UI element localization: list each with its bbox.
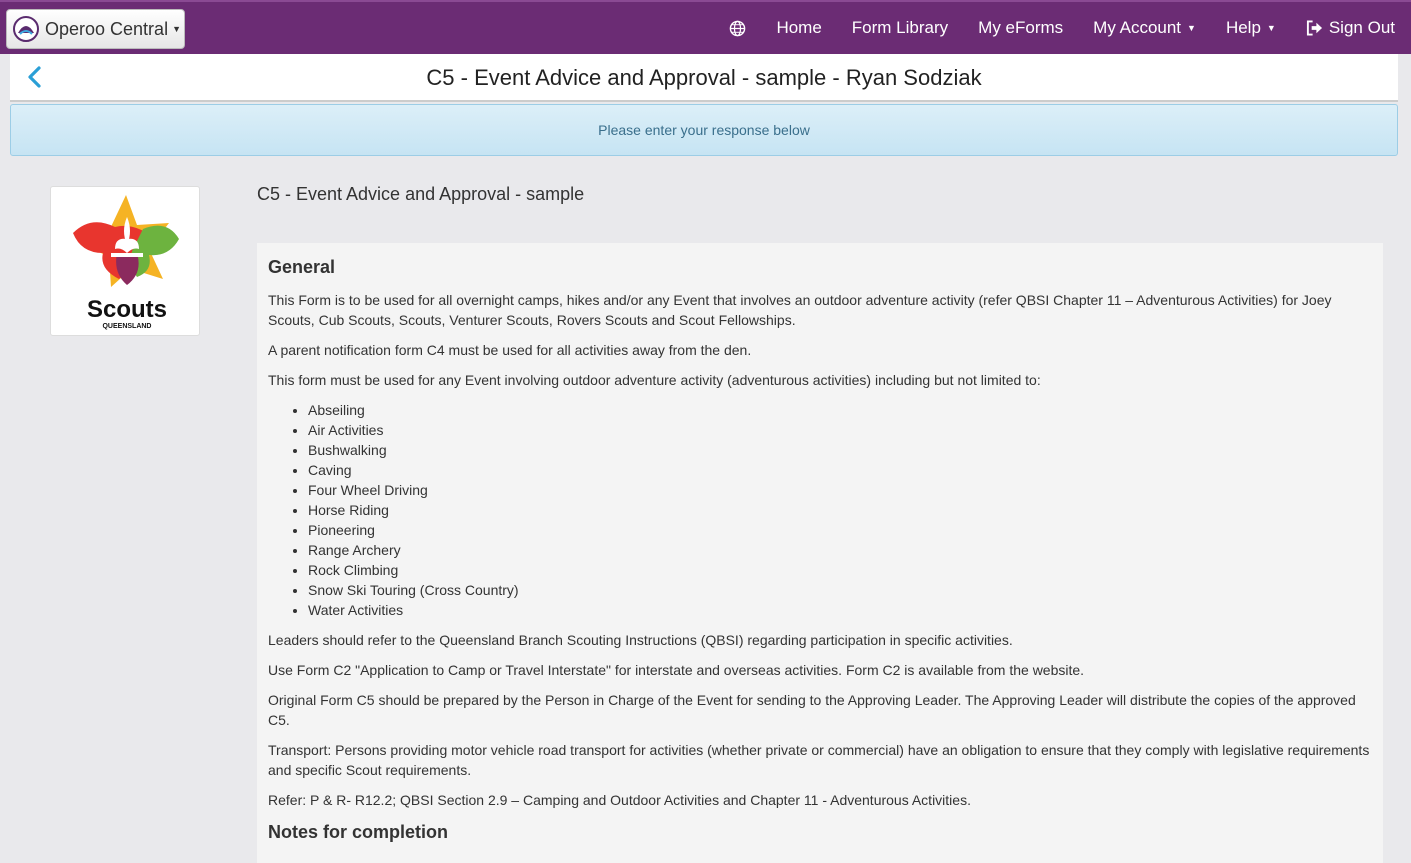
page-title: C5 - Event Advice and Approval - sample - Ryan Sodziak (426, 65, 982, 90)
nav-help-label: Help (1225, 18, 1261, 37)
list-item: • Bushwalking (308, 440, 1372, 460)
list-item: • Horse Riding (308, 500, 1372, 520)
nav-help[interactable] (1226, 18, 1276, 38)
paragraph: This form must be used for any Event involving outdoor adventure activity (adventurous activities) including but not limited to: (268, 372, 1041, 388)
nav-my-eforms[interactable]: My eForms (978, 18, 1064, 37)
activities-list (268, 400, 1372, 620)
form-heading: C5 - Event Advice and Approval - sample (257, 184, 585, 204)
nav-my-account[interactable] (1093, 18, 1196, 38)
scouts-logo-card (50, 186, 200, 336)
nav-sign-out-label: Sign Out (1328, 18, 1395, 37)
brand-label: Operoo Central (45, 18, 169, 39)
info-banner: Please enter your response below (10, 104, 1398, 156)
title-bar (10, 54, 1398, 102)
operoo-logo-icon (13, 16, 39, 42)
paragraph: This Form is to be used for all overnight camps, hikes and/or any Event that involves an outdoor adventure activity (refer QBSI Chapter 11 – Adventurous Activities) for Joey Scouts, Cub Scouts, Scouts, Venturer Scouts, Rovers Scouts and Scout Fellowships. (268, 292, 1332, 328)
sign-out-icon (1306, 20, 1323, 36)
caret-down-icon: ▼ (1187, 23, 1196, 33)
list-item: • Water Activities (308, 600, 1372, 620)
nav-sign-out[interactable] (1306, 18, 1395, 38)
scouts-logo-icon (51, 187, 201, 337)
main-nav (699, 2, 1395, 54)
list-item: • Abseiling (308, 400, 1372, 420)
caret-down-icon: ▼ (1266, 23, 1276, 33)
list-item: • Four Wheel Driving (308, 480, 1372, 500)
paragraph: Refer: P & R- R12.2; QBSI Section 2.9 – Camping and Outdoor Activities and Chapter 11 - Adventurous Activities. (268, 792, 971, 808)
list-item: • Rock Climbing (308, 560, 1372, 580)
list-item: • Caving (308, 460, 1372, 480)
scouts-logo-text: Scouts (86, 296, 168, 323)
section-notes-heading: Notes for completion (268, 822, 449, 842)
language-globe-icon[interactable] (729, 20, 746, 37)
paragraph: A parent notification form C4 must be used for all activities away from the den. (268, 342, 752, 358)
nav-my-account-label: My Account (1093, 18, 1182, 37)
paragraph: Use Form C2 "Application to Camp or Travel Interstate" for interstate and overseas activities. Form C2 is available from the website. (268, 662, 1085, 678)
section-general-heading: General (268, 257, 336, 277)
nav-home[interactable]: Home (776, 18, 822, 37)
brand-dropdown[interactable] (6, 9, 185, 49)
paragraph: Leaders should refer to the Queensland Branch Scouting Instructions (QBSI) regarding participation in specific activities. (268, 632, 1013, 648)
list-item: • Range Archery (308, 540, 1372, 560)
list-item: • Air Activities (308, 420, 1372, 440)
paragraph: Original Form C5 should be prepared by the Person in Charge of the Event for sending to the Approving Leader. The Approving Leader will distribute the copies of the approved C5. (268, 692, 1356, 728)
paragraph: Transport: Persons providing motor vehicle road transport for activities (whether private or commercial) have an obligation to ensure that they comply with legislative requirements and specific Scout requirements. (268, 742, 1370, 778)
list-item: • Snow Ski Touring (Cross Country) (308, 580, 1372, 600)
nav-form-library[interactable]: Form Library (851, 18, 949, 37)
scouts-logo-subtext: QUEENSLAND (102, 323, 152, 330)
caret-down-icon: ▼ (172, 24, 181, 34)
top-navbar (0, 0, 1411, 54)
form-content (257, 243, 1383, 863)
list-item: • Pioneering (308, 520, 1372, 540)
